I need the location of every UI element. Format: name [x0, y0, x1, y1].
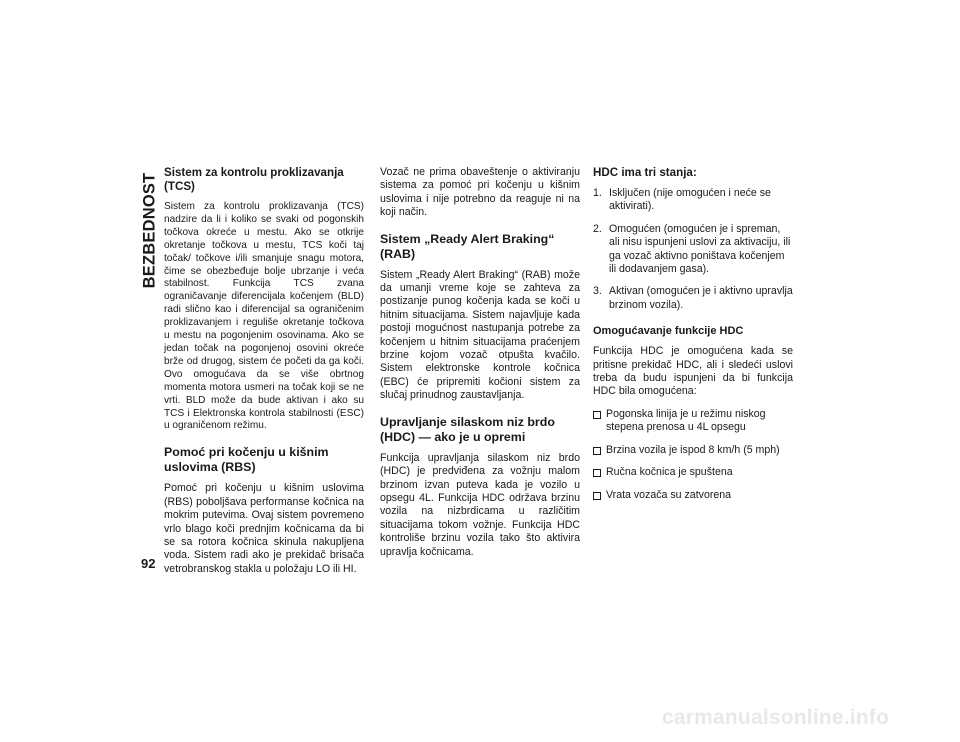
rab-paragraph: Sistem „Ready Alert Braking“ (RAB) može da umanji vreme koje se zahteva za postizanje punog kočenja kada se koči u hitnim situacijama. Sistem najavljuje kada postoji mogućnost nastupanja potrebe za kočenjem u hitnim situacijama praćenjem brzine kojom vozač otpušta kvačilo. Sistem elektronske kontrole kočnica (EBC) će pripremiti kočioni sistem za slučaj prinudnog zaustavljanja. [380, 268, 580, 402]
checkbox-square-icon [593, 447, 601, 455]
column-1 [164, 166, 364, 585]
column-2 [380, 166, 580, 568]
list-item [593, 466, 793, 479]
hdc-enable-heading: Omogućavanje funkcije HDC [593, 325, 744, 338]
section-title: BEZBEDNOST [140, 172, 159, 288]
list-item [593, 408, 793, 435]
list-item-number: 2. [593, 222, 602, 235]
list-item [593, 444, 793, 457]
section-side-tab [135, 170, 165, 290]
list-item-text: Omogućen (omogućen je i spreman, ali nisu ispunjeni uslovi za aktivaciju, ili ga vozač aktivno poništava kočenjem ili dodavanjem gasa). [609, 222, 791, 276]
list-item-number: 3. [593, 285, 602, 298]
page-number: 92 [141, 556, 156, 571]
hdc-enable-paragraph: Funkcija HDC je omogućena kada se pritisne prekidač HDC, ali i sledeći uslovi treba da budu ispunjeni da bi funkcija HDC bila omogućena: [593, 345, 793, 398]
list-item-text: Brzina vozila je ispod 8 km/h (5 mph) [606, 443, 780, 456]
hdc-paragraph: Funkcija upravljanja silaskom niz brdo (HDC) je predviđena za vožnju malom brzinom izvan puteva kada je vozilo u opsegu 4L. Funkcija HDC održava brzinu vozila na nizbrdicama u različitim situacijama tokom vožnje. Funkcija HDC kontroliše brzinu vozila tako što aktivira upravlja kočnicama. [380, 451, 580, 558]
list-item [593, 285, 793, 312]
list-item-number: 1. [593, 187, 602, 199]
column-3 [593, 166, 793, 511]
tcs-heading: Sistem za kontrolu proklizavanja (TCS) [164, 166, 344, 193]
list-item-text: Ručna kočnica je spuštena [606, 466, 733, 479]
list-item-text: Vrata vozača su zatvorena [606, 488, 732, 501]
rbs-notice-paragraph: Vozač ne prima obaveštenje o aktiviranju sistema za pomoć pri kočenju u kišnim uslovima i nije potrebno da reaguje ni na koji način. [380, 166, 580, 219]
tcs-paragraph: Sistem za kontrolu proklizavanja (TCS) nadzire da li i koliko se svaki od pogonskih točkova okreće u mestu. Ako se otkrije okretanje točkova u mestu, TCS koči taj točak/ točkove i/ili smanjuje snagu motora, čime se obezbeđuje bolje ubrzanje i veća stabilnost. Funkcija TCS zvana ograničavanje diferencijala kočenjem (BLD) radi slično kao i diferencijal sa ograničenim proklizavanjem i reguliše okretanje točkova u mestu na pogonjenim osovinama. Ako se jedan točak na pogonjenoj osovini okreće brže od drugog, sistem će početi da ga koči. Ovo omogućava da se više obrtnog momenta motora usmeri na točak koji se ne vrti. BLD može da bude aktivan i ako su TCS i Elektronska kontrola stabilnosti (ESC) u ograničenom režimu. [164, 201, 364, 432]
hdc-states-heading: HDC ima tri stanja: [593, 166, 697, 179]
hdc-heading: Upravljanje silaskom niz brdo (HDC) — ako je u opremi [380, 414, 555, 444]
checkbox-square-icon [593, 492, 601, 500]
list-item-text: Isključen (nije omogućen i neće se aktivirati). [609, 187, 771, 213]
list-item [593, 187, 793, 214]
list-item [593, 489, 793, 502]
hdc-conditions-list [593, 408, 793, 502]
list-item [593, 223, 793, 277]
rab-heading: Sistem „Ready Alert Braking“ (RAB) [380, 231, 555, 261]
rbs-heading: Pomoć pri kočenju u kišnim uslovima (RBS) [164, 445, 329, 475]
list-item-text: Aktivan (omogućen je i aktivno upravlja brzinom vozila). [609, 285, 793, 311]
hdc-states-list [593, 187, 793, 312]
checkbox-square-icon [593, 411, 601, 419]
list-item-text: Pogonska linija je u režimu niskog stepena prenosa u 4L opsegu [606, 407, 766, 434]
checkbox-square-icon [593, 469, 601, 477]
watermark: carmanualsonline.info [662, 706, 890, 729]
rbs-paragraph: Pomoć pri kočenju u kišnim uslovima (RBS) poboljšava performanse kočnica na mokrim putevima. Ovaj sistem povremeno vrlo blago koči prednjim kočnicama da bi se sa rotora kočnica skinula nakupljena voda. Sistem radi ako je prekidač brisača vetrobranskog stakla u položaju LO ili HI. [164, 482, 364, 575]
